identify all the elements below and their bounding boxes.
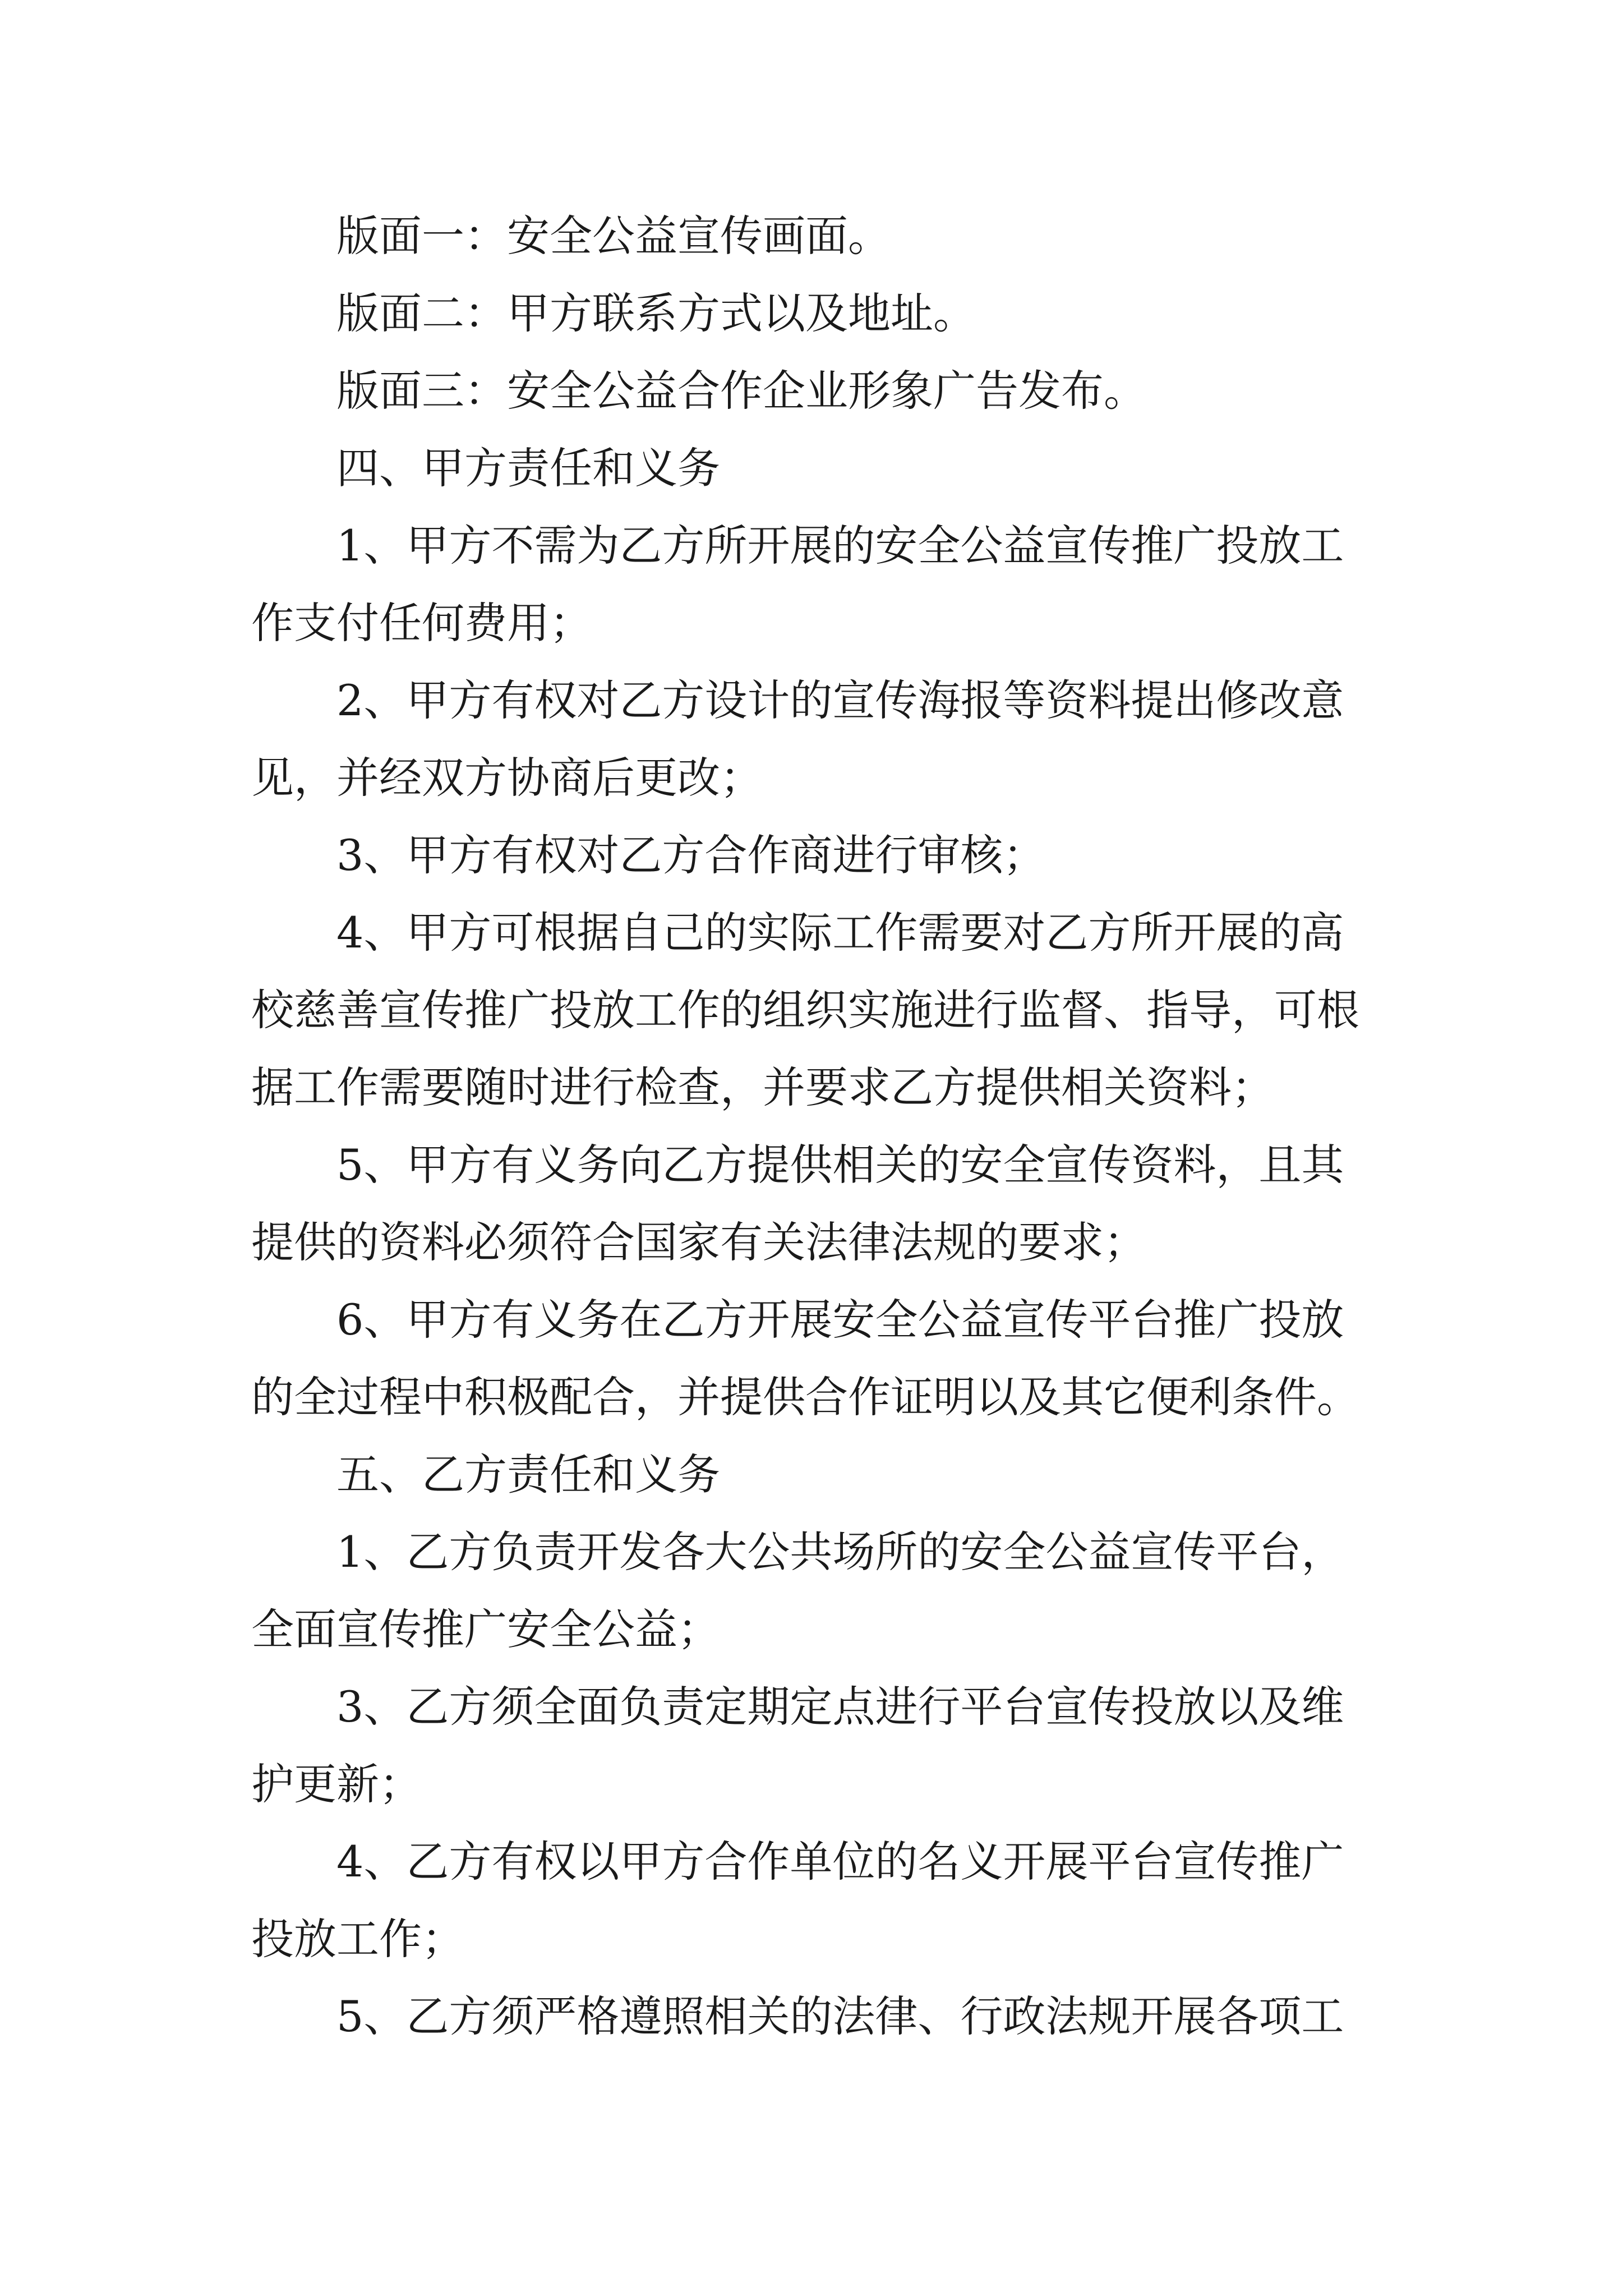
text-line: 1、乙方负责开发各大公共场所的安全公益宣传平台， xyxy=(336,1527,1344,1577)
text-line: 版面三：安全公益合作企业形象广告发布。 xyxy=(336,366,1146,416)
text-line: 的全过程中积极配合，并提供合作证明以及其它便利条件。 xyxy=(251,1372,1359,1422)
text-line: 校慈善宣传推广投放工作的组织实施进行监督、指导，可根 xyxy=(251,985,1359,1035)
document-body xyxy=(251,197,1395,2055)
text-line: 提供的资料必须符合国家有关法律法规的要求； xyxy=(251,1217,1146,1267)
text-line: 2、甲方有权对乙方设计的宣传海报等资料提出修改意 xyxy=(336,675,1344,725)
text-line: 版面二：甲方联系方式以及地址。 xyxy=(336,288,976,338)
text-line: 6、甲方有义务在乙方开展安全公益宣传平台推广投放 xyxy=(336,1295,1344,1345)
text-line: 5、甲方有义务向乙方提供相关的安全宣传资料，且其 xyxy=(336,1140,1344,1190)
text-line: 4、乙方有权以甲方合作单位的名义开展平台宣传推广 xyxy=(336,1837,1344,1887)
text-line: 作支付任何费用； xyxy=(251,598,592,648)
text-line: 版面一：安全公益宣传画面。 xyxy=(336,211,891,261)
text-line: 4、甲方可根据自己的实际工作需要对乙方所开展的高 xyxy=(336,908,1344,958)
section-heading: 四、甲方责任和义务 xyxy=(336,443,720,493)
text-line: 投放工作； xyxy=(251,1914,464,1964)
section-heading: 五、乙方责任和义务 xyxy=(336,1450,720,1499)
text-line: 全面宣传推广安全公益； xyxy=(251,1604,720,1654)
text-line: 1、甲方不需为乙方所开展的安全公益宣传推广投放工 xyxy=(336,521,1344,570)
text-line: 见，并经双方协商后更改； xyxy=(251,753,763,803)
text-line: 据工作需要随时进行检查，并要求乙方提供相关资料； xyxy=(251,1062,1274,1112)
text-line: 3、甲方有权对乙方合作商进行审核； xyxy=(336,830,1046,880)
text-line: 3、乙方须全面负责定期定点进行平台宣传投放以及维 xyxy=(336,1682,1344,1732)
text-line: 护更新； xyxy=(251,1759,422,1809)
text-line: 5、乙方须严格遵照相关的法律、行政法规开展各项工 xyxy=(336,1991,1344,2041)
